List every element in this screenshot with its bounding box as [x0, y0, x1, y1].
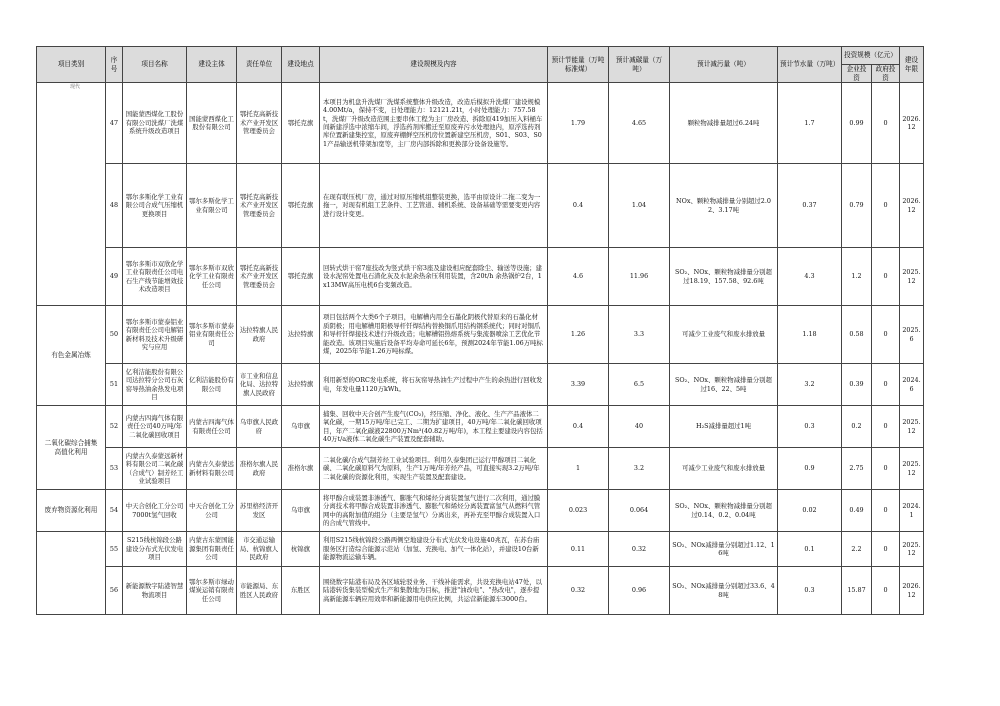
cell-name: S215线杭锦段公路建设分布式光伏发电项目 [123, 532, 187, 567]
cell-invest-enterprise: 2.75 [842, 448, 872, 490]
header-water: 预计节水量（万吨） [778, 47, 842, 83]
cell-owner: 内蒙古久泰蒙远新材料有限公司 [187, 448, 237, 490]
category-cell: 有色金属冶炼 [37, 306, 106, 406]
cell-name: 内蒙古四海气体有限责任公司40万吨/年二氧化碳回收项目 [123, 406, 187, 448]
cell-pollution: SO₂、NOx、颗粒物减排量分别超过0.14、0.2、0.04吨 [670, 490, 778, 532]
cell-carbon: 0.064 [609, 490, 670, 532]
cell-scope: 项目包括两个大类6个子项目，电解槽内用全石墨化阴极代替原来的石墨化材质阴极；用电解槽用阳极导杆钎焊结构替换铜爪用结构钢系统代；同时对铜爪和导杆钎焊接技术进行升级改造；电解槽铝热熔系统与集流器喷涂工艺优化节能改造。该项目实施后设备平均寿命可延长6年，预测2024年节能1.06万吨标煤，2025年节能1.26万吨标煤。 [320, 306, 548, 364]
cell-pollution: 可减少工业废气和废水排放量 [670, 306, 778, 364]
header-energy: 预计节能量（万吨标准煤） [548, 47, 609, 83]
cell-invest-gov: 0 [872, 490, 900, 532]
cell-carbon: 0.32 [609, 532, 670, 567]
cell-year: 2025.12 [900, 406, 924, 448]
cell-owner: 国能蒙西煤化工股份有限公司 [187, 83, 237, 164]
table-row [37, 248, 924, 306]
cell-carbon: 40 [609, 406, 670, 448]
cell-owner: 鄂尔多斯市蒙泰铝业有限责任公司 [187, 306, 237, 364]
cell-invest-gov: 0 [872, 164, 900, 248]
header-carbon: 预计减碳量（万吨） [609, 47, 670, 83]
cell-invest-enterprise: 1.2 [842, 248, 872, 306]
cell-year: 2024.6 [900, 364, 924, 406]
cell-year: 2026.12 [900, 567, 924, 615]
cell-no: 54 [106, 490, 123, 532]
cell-name: 内蒙古久泰蒙远新材料有限公司二氧化碳（合成气）制芳烃工业试验项目 [123, 448, 187, 490]
cell-pollution: SO₂、NOx、颗粒物减排量分别超过16、22、5吨 [670, 364, 778, 406]
cell-unit: 市交通运输局、杭锦旗人民政府 [237, 532, 282, 567]
cell-site: 乌审旗 [282, 406, 320, 448]
top-fragment-text: 现代 [70, 84, 81, 90]
cell-invest-enterprise: 0.58 [842, 306, 872, 364]
cell-carbon: 1.04 [609, 164, 670, 248]
table-row [37, 490, 924, 532]
cell-energy: 4.6 [548, 248, 609, 306]
cell-owner: 中天合创化工分公司 [187, 490, 237, 532]
cell-no: 50 [106, 306, 123, 364]
cell-water: 4.3 [778, 248, 842, 306]
cell-year: 2025.12 [900, 248, 924, 306]
cell-site: 鄂托克旗 [282, 164, 320, 248]
header-unit: 责任单位 [237, 47, 282, 83]
cell-water: 0.9 [778, 448, 842, 490]
cell-energy: 0.32 [548, 567, 609, 615]
cell-invest-enterprise: 0.39 [842, 364, 872, 406]
cell-energy: 0.4 [548, 164, 609, 248]
cell-unit: 苏里格经济开发区 [237, 490, 282, 532]
cell-unit: 鄂托克高新技术产业开发区管理委员会 [237, 248, 282, 306]
cell-invest-gov: 0 [872, 248, 900, 306]
cell-site: 东胜区 [282, 567, 320, 615]
cell-unit: 市工业和信息化局、达拉特旗人民政府 [237, 364, 282, 406]
cell-scope: 围绕数字陆港布局及各区域轮驳业务、干线补能需求，共设充换电站47处，以陆港转货集装型模式生产和集散地为目标，推进"油改电"、"热改电"，逐步提高新能源车辆应用效率和新能源用电供应比例，共运营新能源车3000台。 [320, 567, 548, 615]
cell-invest-gov: 0 [872, 567, 900, 615]
cell-energy: 3.39 [548, 364, 609, 406]
cell-scope: 在现有联压机厂房，通过对原压缩机组整装更换，选平由原设计二拖二变为一拖一，对现有机组工艺条件、工艺管道、辅机系统、设备基础等需要变更内容进行设计变更。 [320, 164, 548, 248]
cell-scope: 将甲醇合成装置非渗透气、膨胀气和烯烃分离装置氢气进行二次利用，通过膜分离技术将甲醇合成装置非渗透气、膨胀气和烯烃分离装置富氢气从燃料气管网中的高附加值的组分（主要是氢气）分离出来，再补充至甲醇合成装置入口的合成气管线中。 [320, 490, 548, 532]
cell-pollution: 颗粒物减排量超过6.24吨 [670, 83, 778, 164]
cell-scope: 利用S215线杭锦段公路两侧空地建设分布式光伏发电设施40兆瓦，在苏台庙服务区打造综合能源示范站（加氢、充换电、加气一体化站），并建设10台新能源物流运输车辆。 [320, 532, 548, 567]
cell-pollution: H₂S减排量超过1吨 [670, 406, 778, 448]
cell-year: 2026.12 [900, 164, 924, 248]
cell-energy: 0.023 [548, 490, 609, 532]
cell-name: 鄂尔多斯化学工业有限公司合成气压缩机更换项目 [123, 164, 187, 248]
table-row [37, 448, 924, 490]
header-year: 建设年限 [900, 47, 924, 83]
cell-water: 1.18 [778, 306, 842, 364]
table-row [37, 567, 924, 615]
header-owner: 建设主体 [187, 47, 237, 83]
cell-invest-enterprise: 0.2 [842, 406, 872, 448]
header-scope: 建设规模及内容 [320, 47, 548, 83]
project-table [36, 46, 924, 615]
cell-no: 49 [106, 248, 123, 306]
cell-owner: 鄂尔多斯市双欣化学工业有限责任公司 [187, 248, 237, 306]
cell-unit: 乌审旗人民政府 [237, 406, 282, 448]
cell-site: 鄂托克旗 [282, 83, 320, 164]
cell-water: 0.37 [778, 164, 842, 248]
cell-water: 0.02 [778, 490, 842, 532]
cell-no: 51 [106, 364, 123, 406]
cell-scope: 利用新型的ORC发电系统，将石灰窑导热油生产过程中产生的余热进行回收发电，年发电量1120万kWh。 [320, 364, 548, 406]
cell-year: 2025.12 [900, 448, 924, 490]
category-cell [37, 532, 106, 615]
header-category: 项目类别 [37, 47, 106, 83]
cell-year: 2025.12 [900, 532, 924, 567]
cell-scope: 捕集、回收中天合创产生废气(CO₂)，经压缩、净化、液化、生产产品液体二氧化碳，一期15万吨/年已完工、二期为扩建项目，40万吨/年二氧化碳回收项目，年产二氧化碳液22800万Nm³(40.82万吨/年)，本工程主要建设内容包括40万t/a液体二氧化碳生产装置及配套辅助。 [320, 406, 548, 448]
cell-pollution: SO₂、NOx、颗粒物减排量分别超过18.19、157.58、92.6吨 [670, 248, 778, 306]
cell-pollution: 可减少工业废气和废水排放量 [670, 448, 778, 490]
cell-scope: 二氧化碳/合成气制芳烃工业试验项目。利用久泰集团已运行甲醇项目二氧化碳、二氧化碳原料气为原料，生产1万吨/年芳烃产品，可直接实现3.2万吨/年二氧化碳的资源化利用，实现生产装置及配套建设。 [320, 448, 548, 490]
cell-carbon: 4.65 [609, 83, 670, 164]
cell-name: 亿利洁能股份有限公司达拉特分公司石灰窑导热油余热发电项目 [123, 364, 187, 406]
cell-name: 国能蒙西煤化工股份有限公司洗煤厂洗煤系统升级改造项目 [123, 83, 187, 164]
cell-invest-enterprise: 0.99 [842, 83, 872, 164]
cell-invest-gov: 0 [872, 406, 900, 448]
header-name: 项目名称 [123, 47, 187, 83]
cell-carbon: 3.2 [609, 448, 670, 490]
cell-carbon: 11.96 [609, 248, 670, 306]
cell-year: 2024.1 [900, 490, 924, 532]
header-invest: 投资规模（亿元） [842, 47, 900, 65]
cell-carbon: 3.3 [609, 306, 670, 364]
cell-site: 杭锦旗 [282, 532, 320, 567]
cell-site: 乌审旗 [282, 490, 320, 532]
cell-no: 55 [106, 532, 123, 567]
cell-owner: 亿利洁能股份有限公司 [187, 364, 237, 406]
cell-site: 达拉特旗 [282, 306, 320, 364]
cell-pollution: SO₂、NOx减排量分别超过1.12、16吨 [670, 532, 778, 567]
cell-unit: 市能源局、东胜区人民政府 [237, 567, 282, 615]
cell-unit: 鄂托克高新技术产业开发区管理委员会 [237, 164, 282, 248]
cell-owner: 内蒙古东蒙国能源集团有限责任公司 [187, 532, 237, 567]
cell-site: 达拉特旗 [282, 364, 320, 406]
table-row [37, 83, 924, 164]
cell-energy: 1.79 [548, 83, 609, 164]
cell-invest-enterprise: 0.79 [842, 164, 872, 248]
header-invest-enterprise: 企业投资 [842, 65, 872, 83]
cell-invest-enterprise: 0.49 [842, 490, 872, 532]
cell-carbon: 6.5 [609, 364, 670, 406]
cell-invest-gov: 0 [872, 364, 900, 406]
table-row [37, 364, 924, 406]
header-site: 建设地点 [282, 47, 320, 83]
cell-water: 0.3 [778, 406, 842, 448]
cell-water: 0.1 [778, 532, 842, 567]
table-row [37, 164, 924, 248]
table-row [37, 406, 924, 448]
cell-name: 中天合创化工分公司7000t氢气回收 [123, 490, 187, 532]
cell-invest-gov: 0 [872, 448, 900, 490]
cell-energy: 0.4 [548, 406, 609, 448]
cell-owner: 内蒙古四海气体有限责任公司 [187, 406, 237, 448]
cell-pollution: NOx、颗粒物减排量分别超过2.02、3.17吨 [670, 164, 778, 248]
category-cell: 二氧化碳综合捕集高值化利用 [37, 406, 106, 490]
cell-carbon: 0.96 [609, 567, 670, 615]
cell-owner: 鄂尔多斯市绿动煤炭运销有限责任公司 [187, 567, 237, 615]
cell-scope: 本项目为机盘升洗煤厂洗煤系统整体升级改造，改造后模拟升洗煤厂建设规模4.00Mt/a，保持不变，日处理能力：12121.21t，小时处理能力：757.58t，洗煤厂升级改造范围主要串体工程为主厂房改造、拆除原419加压入料桶车间新建浮选中浓缩车间，浮选药剂库搬迁至原废弃污水处理池内，原浮选药剂库位置新建集控室，原废弃棚鲜空压机房位置新建空压机房，S01、S03、S01产品输送机带架加宽等，主厂房内部拆除和更换部分设备设施等。 [320, 83, 548, 164]
cell-no: 52 [106, 406, 123, 448]
cell-owner: 鄂尔多斯化学工业有限公司 [187, 164, 237, 248]
cell-pollution: SO₂、NOx减排量分别超过33.6、48吨 [670, 567, 778, 615]
cell-water: 1.7 [778, 83, 842, 164]
cell-name: 鄂尔多斯市双欣化学工业有限责任公司电石生产线节能增效技术改造项目 [123, 248, 187, 306]
cell-unit: 达拉特旗人民政府 [237, 306, 282, 364]
cell-scope: 回转式烘干窑7座技改为竖式烘干窑3座及建设相应配套除尘、输送等设施；建设水泥窑处置电石渣化灰及水泥余热余压利用装置，含20t/h 余热锅炉2台，1x13MW高压电机6台变频改造。 [320, 248, 548, 306]
header-pollution: 预计减污量（吨） [670, 47, 778, 83]
cell-water: 0.3 [778, 567, 842, 615]
cell-no: 53 [106, 448, 123, 490]
cell-site: 鄂托克旗 [282, 248, 320, 306]
cell-unit: 鄂托克高新技术产业开发区管理委员会 [237, 83, 282, 164]
cell-energy: 1 [548, 448, 609, 490]
cell-invest-gov: 0 [872, 532, 900, 567]
cell-site: 准格尔旗 [282, 448, 320, 490]
cell-name: 新能源数字陆港智慧物流项目 [123, 567, 187, 615]
cell-unit: 准格尔旗人民政府 [237, 448, 282, 490]
cell-invest-enterprise: 2.2 [842, 532, 872, 567]
category-cell: 废弃物资源化利用 [37, 490, 106, 532]
cell-no: 56 [106, 567, 123, 615]
header-no: 序号 [106, 47, 123, 83]
cell-water: 3.2 [778, 364, 842, 406]
cell-no: 47 [106, 83, 123, 164]
cell-invest-gov: 0 [872, 306, 900, 364]
cell-invest-gov: 0 [872, 83, 900, 164]
category-cell [37, 83, 106, 306]
header-invest-gov: 政府投资 [872, 65, 900, 83]
cell-invest-enterprise: 15.87 [842, 567, 872, 615]
cell-no: 48 [106, 164, 123, 248]
table-row [37, 306, 924, 364]
cell-energy: 1.26 [548, 306, 609, 364]
cell-year: 2025.6 [900, 306, 924, 364]
cell-energy: 0.11 [548, 532, 609, 567]
cell-name: 鄂尔多斯市蒙泰铝业有限责任公司电解铝新材料及技术升级研究与应用 [123, 306, 187, 364]
cell-year: 2026.12 [900, 83, 924, 164]
table-row [37, 532, 924, 567]
